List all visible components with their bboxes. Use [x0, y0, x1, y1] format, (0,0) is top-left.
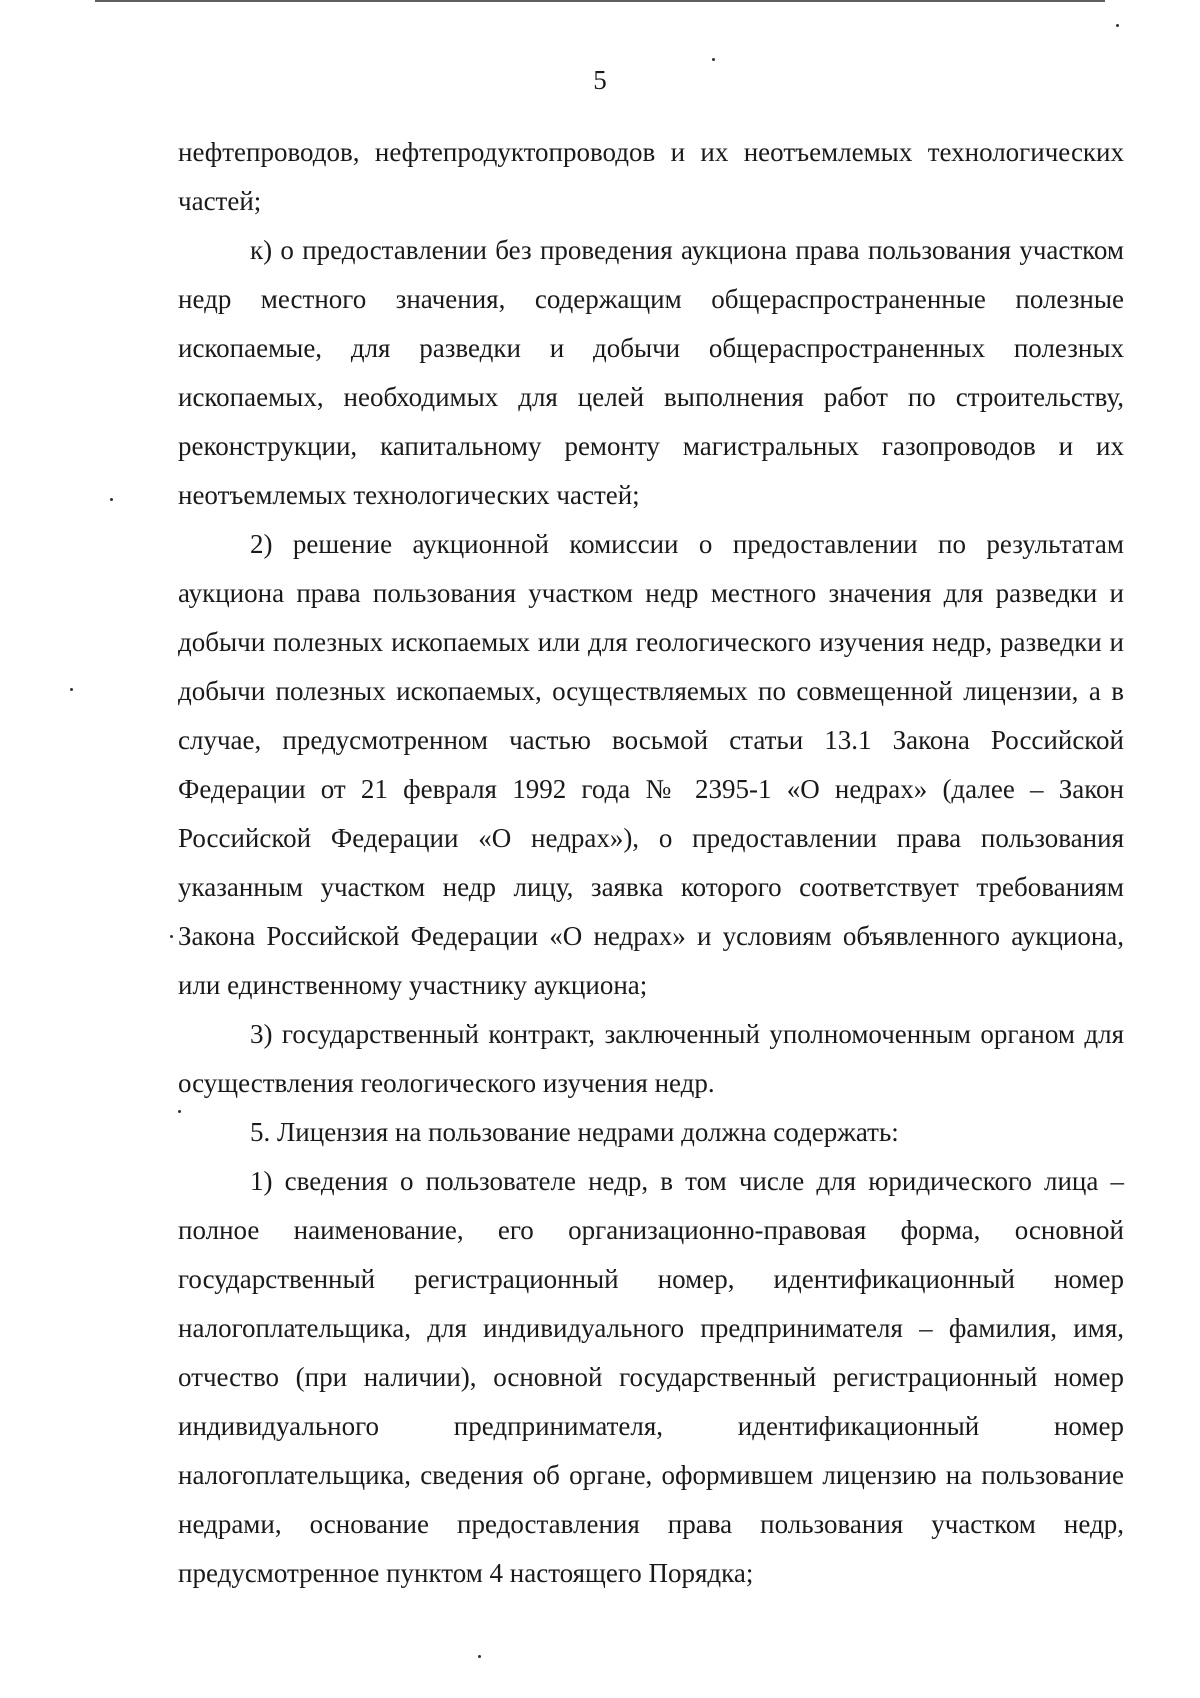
- scan-speck: [478, 1655, 481, 1658]
- paragraph-item-3: 3) государственный контракт, заключенный уполномоченным органом для осуществления геологического изучения недр.: [178, 1019, 1124, 1098]
- scan-speck: [178, 1110, 181, 1113]
- paragraph-item-2: 2) решение аукционной комиссии о предоставлении по результатам аукциона права пользования участком недр местного значения для разведки и добычи полезных ископаемых или для геологического изучения недр, разведки и добычи полезных ископаемых, осуществляемых по совмещенной лицензии, а в случае, предусмотренном частью восьмой статьи 13.1 Закона Российской Федерации от 21 февраля 1992 года № 2395-1 «О недрах» (далее – Закон Российской Федерации «О недрах»), о предоставлении права пользования указанным участком недр лицу, заявка которого соответствует требованиям Закона Российской Федерации «О недрах» и условиям объявленного аукциона, или единственному участнику аукциона;: [178, 529, 1124, 1000]
- scan-speck: [70, 688, 73, 691]
- scan-speck: [712, 58, 715, 61]
- paragraph-item-k: к) о предоставлении без проведения аукциона права пользования участком недр местного значения, содержащим общераспространенные полезные ископаемые, для разведки и добычи общераспространенных полезных ископаемых, необходимых для целей выполнения работ по строительству, реконструкции, капитальному ремонту магистральных газопроводов и их неотъемлемых технологических частей;: [178, 235, 1124, 510]
- scan-speck: [110, 498, 113, 501]
- scan-top-edge: [95, 0, 1105, 2]
- paragraph-continuation: нефтепроводов, нефтепродуктопроводов и их неотъемлемых технологических частей;: [178, 137, 1124, 216]
- page-number: 5: [593, 65, 607, 95]
- paragraph-item-1: 1) сведения о пользователе недр, в том числе для юридического лица – полное наименование, его организационно-правовая форма, основной государственный регистрационный номер, идентификационный номер налогоплательщика, для индивидуального предпринимателя – фамилия, имя, отчество (при наличии), основной государственный регистрационный номер индивидуального предпринимателя, идентификационный номер налогоплательщика, сведения об органе, оформившем лицензию на пользование недрами, основание предоставления права пользования участком недр, предусмотренное пунктом 4 настоящего Порядка;: [178, 1166, 1124, 1588]
- scan-speck: [170, 935, 173, 938]
- document-body: [178, 128, 1124, 1598]
- paragraph-section-5: 5. Лицензия на пользование недрами должна содержать:: [250, 1117, 899, 1147]
- scan-speck: [1116, 24, 1119, 27]
